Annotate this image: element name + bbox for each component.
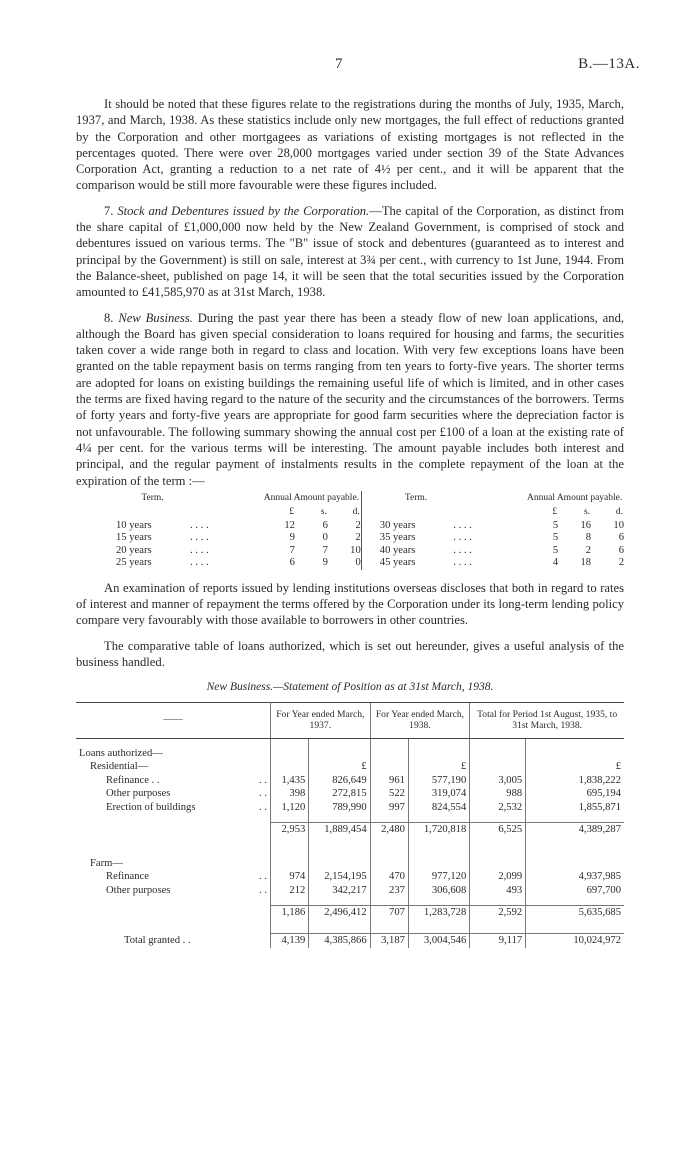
paragraph-comparative-table: The comparative table of loans authorized, which is set out hereunder, gives a useful analysis of the business handled.	[76, 638, 624, 670]
residential-subtotal-row: 2,953 1,889,454 2,480 1,720,818 6,525 4,389,287	[76, 823, 624, 837]
farm-label: Farm—	[90, 857, 123, 869]
table-row: 25 years . . . . 6 9 0 45 years . . . . 4 18 2	[116, 557, 624, 569]
table-row: Erection of buildings . . 1,120 789,990 997 824,554 2,532 1,855,871	[76, 801, 624, 815]
shillings-unit: s.	[583, 507, 591, 518]
document-reference: B.—13A.	[578, 56, 640, 72]
pounds-unit: £	[289, 507, 294, 518]
pounds-unit: £	[552, 507, 558, 518]
currency-label: £	[408, 760, 469, 774]
term-header: Term.	[361, 491, 453, 506]
currency-label: £	[309, 760, 370, 774]
farm-subtotal-row: 1,186 2,496,412 707 1,283,728 2,592 5,635,685	[76, 906, 624, 920]
pence-unit: d.	[615, 507, 623, 518]
new-business-table	[76, 702, 624, 948]
document-body	[76, 96, 624, 948]
column-header-total-period: Total for Period 1st August, 1935, to 31st March, 1938.	[470, 702, 624, 738]
column-header-1938: For Year ended March, 1938.	[370, 702, 470, 738]
annual-cost-table	[76, 491, 624, 570]
table-row: Refinance . . 974 2,154,195 470 977,120 2,099 4,937,985	[76, 870, 624, 884]
paragraph-overseas-comparison: An examination of reports issued by lending institutions overseas discloses that both in regard to rates of interest and manner of repayment the terms offered by the Corporation under its long-term lending policy compare very favourably with those available to borrowers in other countries.	[76, 580, 624, 628]
paragraph-text: During the past year there has been a steady flow of new loan applications, and, although the Board has given special consideration to loans required for housing and farms, the securities taken cover a wide range both in regard to class and location. With very few exceptions loans have been granted on the table repayment basis on terms ranging from ten years to forty-five years. The shorter terms are adopted for loans on existing buildings the remaining useful life of which is limited, and in other cases the terms are fixed having regard to the nature of the security and the circumstances of the borrowers. Terms of forty years and forty-five years are appropriate for good farm securities where the depreciation factor is not unfavourable. The following summary showing the annual cost per £100 of a loan at the existing rate of 4¼ per cent. for the various terms will be interesting. The amount payable includes both interest and principal, and the regular payment of instalments results in the complete repayment of the loan at the expiration of the term :—	[76, 310, 625, 488]
total-granted-label: Total granted . .	[124, 934, 191, 946]
paragraph-new-business	[76, 310, 624, 489]
table-row: Other purposes . . 398 272,815 522 319,074 988 695,194	[76, 787, 624, 801]
total-granted-row: Total granted . . 4,139 4,385,866 3,187 3,004,546 9,117 10,024,972	[76, 934, 624, 948]
amount-header: Annual Amount payable.	[263, 492, 360, 503]
paragraph-number: 8.	[104, 310, 119, 325]
shillings-unit: s.	[320, 507, 327, 518]
table-row: 15 years . . . . 9 0 2 35 years . . . . 5 8 6	[116, 532, 624, 544]
paragraph-text: —The capital of the Corporation, as distinct from the share capital of £1,000,000 now held by the New Zealand Government, is comprised of stock and debentures issued on various terms. The "B" issue of stock and debentures (guaranteed as to interest and principal by the Government) is still on sale, interest at 3¾ per cent., with currency to 1st June, 1944. From the Balance-sheet, published on page 14, it will be seen that the total securities issued by the Corporation amounted to £41,585,970 as at 31st March, 1938.	[76, 203, 625, 300]
table-row: Refinance . . . . 1,435 826,649 961 577,190 3,005 1,838,222	[76, 774, 624, 788]
paragraph-number: 7.	[104, 203, 118, 218]
section-heading: New Business.	[118, 310, 193, 325]
amount-header: Annual Amount payable.	[527, 492, 623, 503]
table-row: 20 years . . . . 7 7 10 40 years . . . . 5 2 6	[116, 544, 624, 556]
pence-unit: d.	[352, 507, 360, 518]
currency-label: £	[526, 760, 624, 774]
table-row: Other purposes . . 212 342,217 237 306,608 493 697,700	[76, 884, 624, 898]
business-table-title: New Business.—Statement of Position as at 31st March, 1938.	[206, 681, 494, 694]
term-header: Term.	[141, 492, 164, 503]
residential-label: Residential—	[90, 761, 149, 773]
table-row: 10 years . . . . 12 6 2 30 years . . . . 5 16 10	[116, 519, 624, 531]
page-number: 7	[335, 56, 343, 72]
paragraph-stock-debentures	[76, 203, 624, 301]
blank-header: ——	[76, 702, 271, 738]
section-heading: Stock and Debentures issued by the Corporation.	[117, 203, 370, 218]
column-header-1937: For Year ended March, 1937.	[271, 702, 371, 738]
loans-authorized-label: Loans authorized—	[79, 747, 163, 759]
paragraph-registrations: It should be noted that these figures relate to the registrations during the months of July, 1935, March, 1937, and March, 1938. As these statistics include only new mortgages, the full effect of reductions granted by the Corporation and other mortgagees as variations of existing mortgages is not reflected in the percentages quoted. There were over 28,000 mortgages varied under section 39 of the State Advances Corporation Act, granting a reduction to a net rate of 4½ per cent., and it will be apparent that the comparison would be still more favourable were these figures included.	[76, 97, 624, 193]
